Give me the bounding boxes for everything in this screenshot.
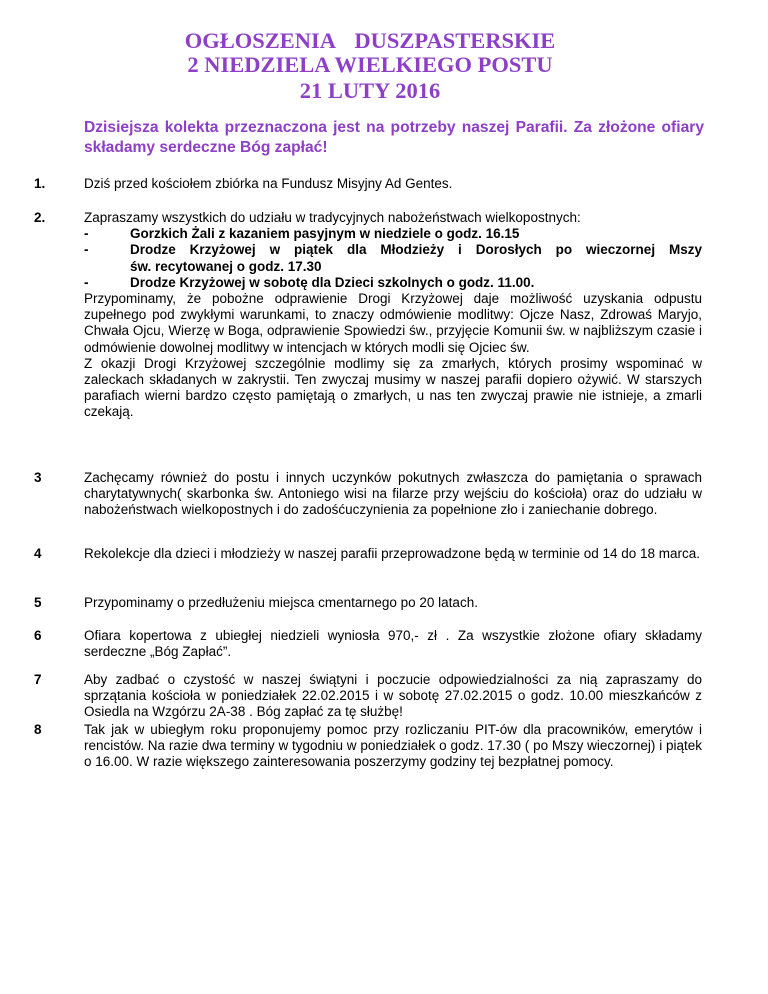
list-item-text: Drodze Krzyżowej w sobotę dla Dzieci szkolnych o godz. 11.00. bbox=[130, 274, 535, 290]
item-number: 8 bbox=[34, 722, 42, 737]
paragraph: Z okazji Drogi Krzyżowej szczególnie modlimy się za zmarłych, których prosimy wspominać w zaleckach składanych w zakrystii. Ten zwyczaj musimy w naszej parafii dopiero ożywić. W starszych parafiach wierni bardzo często pamiętają o zmarłych, u nas ten zwyczaj prawie nie istnieje, a zmarli czekają. bbox=[84, 355, 702, 420]
item-number: 6 bbox=[34, 628, 42, 643]
list-item bbox=[84, 275, 702, 291]
header-subtitle: 2 NIEDZIELA WIELKIEGO POSTU bbox=[187, 52, 553, 77]
list-item bbox=[84, 226, 702, 242]
item-text: Przypominamy o przedłużeniu miejsca cmentarnego po 20 latach. bbox=[84, 595, 478, 610]
list-item bbox=[84, 242, 702, 258]
header-date: 21 LUTY 2016 bbox=[299, 78, 441, 103]
item-text: Rekolekcje dla dzieci i młodzieży w naszej parafii przeprowadzone będą w terminie od 14 do 18 marca. bbox=[84, 546, 701, 561]
paragraph: Przypominamy, że pobożne odprawienie Drogi Krzyżowej daje możliwość uzyskania odpustu zupełnego pod zwykłymi warunkami, to znaczy odmówienie modlitwy: Ojcze Nasz, Zdrowaś Maryjo, Chwała Ojcu, Wierzę w Boga, odprawienie Spowiedzi św., przyjęcie Komunii św. w najbliższym czasie i odmówienie dowolnej modlitwy w intencjach w których modli się Ojciec św. bbox=[84, 291, 702, 355]
item-number: 3 bbox=[34, 470, 42, 485]
item-number: 4 bbox=[34, 546, 42, 561]
item-text: Zachęcamy również do postu i innych uczynków pokutnych zwłaszcza do pamiętania o sprawach charytatywnych( skarbonka św. Antoniego wisi na filarze przy wejściu do kościoła) oraz do udziału w nabożeństwach wielkopostnych i do zadośćuczynienia za popełnione zło i zaniechanie dobrego. bbox=[84, 470, 702, 518]
list-item-continuation: św. recytowanej o godz. 17.30 bbox=[130, 258, 322, 274]
intro-announcement: Dzisiejsza kolekta przeznaczona jest na potrzeby naszej Parafii. Za złożone ofiary składamy serdeczne Bóg zapłać! bbox=[84, 119, 704, 156]
item-number: 5 bbox=[34, 595, 42, 610]
item-text: Ofiara kopertowa z ubiegłej niedzieli wyniosła 970,- zł . Za wszystkie złożone ofiary składamy serdeczne „Bóg Zapłać”. bbox=[84, 628, 702, 660]
dash-marker: - bbox=[84, 242, 89, 258]
item-text: Dziś przed kościołem zbiórka na Fundusz Misyjny Ad Gentes. bbox=[84, 176, 453, 191]
item-text: Tak jak w ubiegłym roku proponujemy pomoc przy rozliczaniu PIT-ów dla pracowników, emerytów i rencistów. Na razie dwa terminy w tygodniu w poniedziałek o godz. 17.30 ( po Mszy wieczornej) i piątek o 16.00. W razie większego zainteresowania poszerzymy godziny tej bezpłatnej pomocy. bbox=[84, 722, 702, 770]
dash-marker: - bbox=[84, 274, 89, 290]
item-number: 1. bbox=[34, 176, 46, 191]
item-text: Zapraszamy wszystkich do udziału w tradycyjnych nabożeństwach wielkopostnych: bbox=[84, 210, 581, 225]
dash-marker: - bbox=[84, 226, 89, 242]
item-number: 7 bbox=[34, 672, 42, 687]
item-text: Aby zadbać o czystość w naszej świątyni i poczucie odpowiedzialności za nią zapraszamy do sprzątania kościoła w poniedziałek 22.02.2015 i w sobotę 27.02.2015 o godz. 10.00 mieszkańców z Osiedla na Wzgórzu 2A-38 . Bóg zapłać za tę służbę! bbox=[84, 672, 702, 720]
header-title: OGŁOSZENIA DUSZPASTERSKIE bbox=[184, 28, 556, 53]
item-block bbox=[84, 210, 702, 421]
list-item-text: Drodze Krzyżowej w piątek dla Młodzieży i Dorosłych po wieczornej Mszy bbox=[130, 242, 702, 258]
item-number: 2. bbox=[34, 210, 46, 225]
list-item-text: Gorzkich Żali z kazaniem pasyjnym w niedziele o godz. 16.15 bbox=[130, 226, 520, 242]
